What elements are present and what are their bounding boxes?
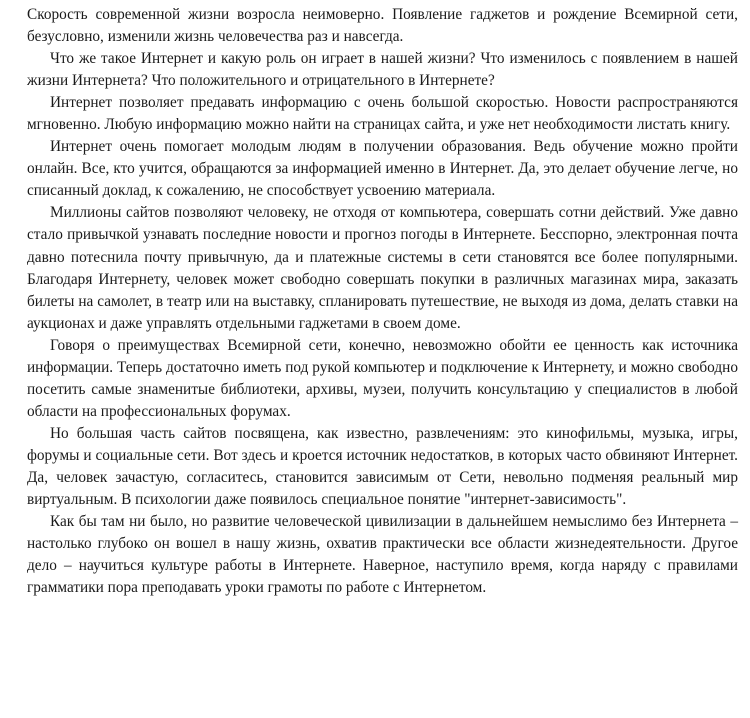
paragraph-entertainment: Но большая часть сайтов посвящена, как известно, развлечениям: это кинофильмы, музыка, игры, форумы и социальные сети. Вот здесь и кроется источник недостатков, в которых часто обвиняют Интернет. Да, человек зачастую, согласитесь, становится зависимым от Сети, невольно подменяя реальный мир виртуальным. В психологии даже появилось специальное понятие "интернет-зависимость".: [27, 424, 738, 509]
paragraph-online-services: Миллионы сайтов позволяют человеку, не отходя от компьютера, совершать сотни действий. Уже давно стало привычкой узнавать последние новости и прогноз погоды в Интернете. Бесспорно, электронная почта давно потеснила почту привычную, да и платежные системы в сети становятся все более популярными. Благодаря Интернету, человек может свободно совершать покупки в различных магазинах мира, заказать билеты на самолет, в театр или на выставку, спланировать путешествие, не выходя из дома, делать ставки на аукционах и даже управлять отдельными гаджетами в своем доме.: [27, 204, 738, 332]
paragraph-education: Интернет очень помогает молодым людям в получении образования. Ведь обучение можно пройти онлайн. Все, кто учится, обращаются за информацией именно в Интернет. Да, это делает обучение легче, но списанный доклад, к сожалению, не способствует усвоению материала.: [27, 138, 738, 200]
paragraph-questions: Что же такое Интернет и какую роль он играет в нашей жизни? Что изменилось с появлением в нашей жизни Интернета? Что положительного и отрицательного в Интернете?: [27, 50, 738, 90]
paragraph-information-source: Говоря о преимуществах Всемирной сети, конечно, невозможно обойти ее ценность как источника информации. Теперь достаточно иметь под рукой компьютер и подключение к Интернету, и можно свободно посетить самые знаменитые библиотеки, архивы, музеи, получить консультацию у специалистов в любой области на профессиональных форумах.: [27, 336, 738, 420]
paragraph-intro: Скорость современной жизни возросла неимоверно. Появление гаджетов и рождение Всемирной сети, безусловно, изменили жизнь человечества раз и навсегда.: [27, 6, 738, 46]
paragraph-information-speed: Интернет позволяет предавать информацию с очень большой скоростью. Новости распространяются мгновенно. Любую информацию можно найти на страницах сайта, и уже нет необходимости листать книгу.: [27, 94, 738, 134]
paragraph-conclusion: Как бы там ни было, но развитие человеческой цивилизации в дальнейшем немыслимо без Интернета – настолько глубоко он вошел в нашу жизнь, охватив практически все области жизнедеятельности. Другое дело – научиться культуре работы в Интернете. Наверное, наступило время, когда наряду с правилами грамматики пора преподавать уроки грамоты по работе с Интернетом.: [27, 513, 738, 597]
